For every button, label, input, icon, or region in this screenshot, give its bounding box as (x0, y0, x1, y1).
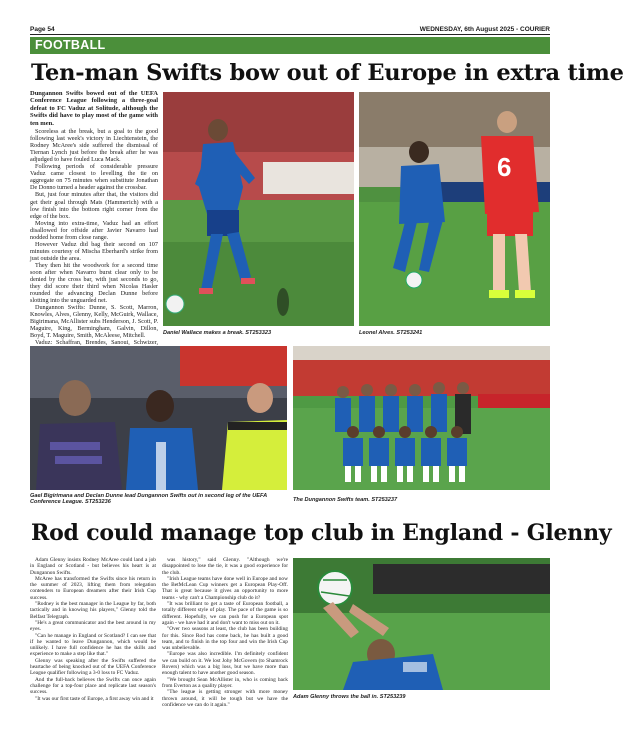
story2-paragraph: "He's a great communicator and the best around in my eyes. (30, 619, 156, 633)
story2-paragraph: "Rodney is the best manager in the League by far, both tactically and in knowing his players," Glenny told the Belfast Telegraph. (30, 601, 156, 620)
story1-paragraph: Moving into extra-time, Vaduz had an effort disallowed for offside after Javier Navarro had nodded home from close range. (30, 219, 158, 241)
story2-paragraph: was history," said Glenny. "Although we're disappointed to lose the tie, it was a good experience for the club. (162, 557, 288, 576)
story2-paragraph: "The league is getting stronger with more money thrown around, it will be tough but we have the confidence we can do it again." (162, 689, 288, 708)
story2-paragraph: "Europe was also incredible. I'm definitely confident we can build on it. We lost Johy McGovern (to Shamrock Rovers) which was a big loss, but we have more than enough talent to have another good season. (162, 651, 288, 677)
photo2-caption: Leonel Alves. ST253241 (359, 330, 423, 336)
story2-paragraph: "Can he manage in England or Scotland? I can see that if he wanted to leave Dungannon, which would be unlikely. I have full confidence he has the skills and experience to make a step like that." (30, 632, 156, 658)
section-label: FOOTBALL (35, 38, 106, 52)
story1-paragraph: Scoreless at the break, but a goal to the good following last week's victory in Liechtenstein, the Rodney McAree's side suffered the dismissal of Tiernan Lynch just before the break after he was adjudged to have fouled Luca Mack. (30, 128, 158, 164)
photo1-caption: Daniel Wallace makes a break. ST253323 (163, 330, 272, 336)
story2-paragraph: "Over two seasons at least, the club has been building for this. Since Rod has come back, he has built a good team, and to finish in the top four and win the Irish Cup was unbelievable. (162, 626, 288, 652)
svg-text:6: 6 (497, 152, 512, 182)
story1-paragraph: However Vaduz did bag their second on 107 minutes courtesy of Mischa Eberhard's strike from just outside the area. (30, 240, 158, 262)
story2-paragraph: And the full-back believes the Swifts can once again challenge for a top-four place and replicate last season's success. (30, 676, 156, 696)
photo-leonel-alves (359, 92, 550, 326)
story2-paragraph: "We brought Sean McAllister in, who is coming back from Everton as a quality player. (162, 676, 288, 689)
story1-paragraph: They then hit the woodwork for a second time soon after when Navarro burst clear only to be denied by the cross bar, with just seconds to go, they did score their third when Nicolas Hasler rounded the advancing Declan Dunne before slotting into the unguarded net. (30, 261, 158, 305)
story2-paragraph: Glenny was speaking after the Swifts suffered the heartache of being knocked out of the UEFA Conference League qualifier following a 3-0 loss to FC Vaduz. (30, 657, 156, 677)
top-rule (30, 34, 550, 35)
photo-team (293, 346, 550, 490)
story2-paragraph: McAree has transformed the Swifts since his return in the summer of 2023, lifting them from relegation contenders to European dreamers after their Irish Cup success. (30, 575, 156, 601)
photo4-caption: The Dungannon Swifts team. ST253237 (293, 497, 398, 503)
story1-paragraph: Dungannon Swifts: Dunne, S. Scott, Marron, Knowles, Alves, Glenny, Kelly, McGuirk, Wallace, Bigirimana, McAllister subs Henderson, J. Scott, P. Maguire, King, Bermingham, Galvin, Dillon, Boyd, T. Maguire, Smith, McAleese, Mitchell. (30, 304, 158, 340)
story1-headline: Ten-man Swifts bow out of Europe in extra time (31, 60, 624, 86)
date-line: WEDNESDAY, 6th August 2025 - COURIER (419, 26, 550, 33)
photo5-caption: Adam Glenny throws the ball in. ST253239 (293, 694, 406, 700)
photo3-caption: Gael Bigirimana and Declan Dunne lead Dungannon Swifts out in second leg of the UEFA Conference League. ST253236 (30, 493, 267, 506)
story2-headline: Rod could manage top club in England - Glenny (31, 520, 612, 546)
section-bar (30, 37, 550, 54)
story2-column-1 (30, 557, 156, 707)
photo-walkout (30, 346, 287, 490)
story2-paragraph: "It was brilliant to get a taste of European football, a totally different style of play. The pace of the game is so different. Hopefully, we can push for a European spot again - we have had it and don't want to miss out on it. (162, 601, 288, 626)
story1-lead: Dungannon Swifts bowed out of the UEFA Conference League following a three-goal defeat to FC Vaduz at Solitude, although the Swifts did have to play most of the game with ten men. (30, 90, 158, 127)
story1-paragraph: Vaduz: Schaffran, Brendes, Sanoui, Schwizer, (35, 339, 158, 347)
story2-column-2 (162, 557, 288, 707)
story2-paragraph: "Irish League teams have done well in Europe and now the BetMcLean Cup winners get a European Play-Off. That is great because it gives an opportunity to more teams - why can't a Championship club do it? (162, 575, 288, 601)
story2-paragraph: Adam Glenny insists Rodney McAree could land a job in England or Scotland - but believes his heart is at Dungannon Swifts. (30, 557, 156, 576)
story1-paragraph: Following periods of considerable pressure Vaduz came closest to levelling the tie on aggregate on 75 minutes when substitute Jonathan De Donno turned a header against the crossbar. (30, 163, 158, 192)
story1-body (30, 90, 158, 347)
photo-adam-glenny (293, 558, 550, 690)
story1-paragraph: But, just four minutes after that, the visitors did get their goal through Mats (Hammerich) with a low finish into the bottom right corner from the edge of the box. (30, 191, 158, 220)
page-number: Page 54 (30, 26, 55, 33)
photo-daniel-wallace (163, 92, 354, 326)
story2-paragraph: "It was our first taste of Europe, a first away win and it (35, 695, 154, 702)
